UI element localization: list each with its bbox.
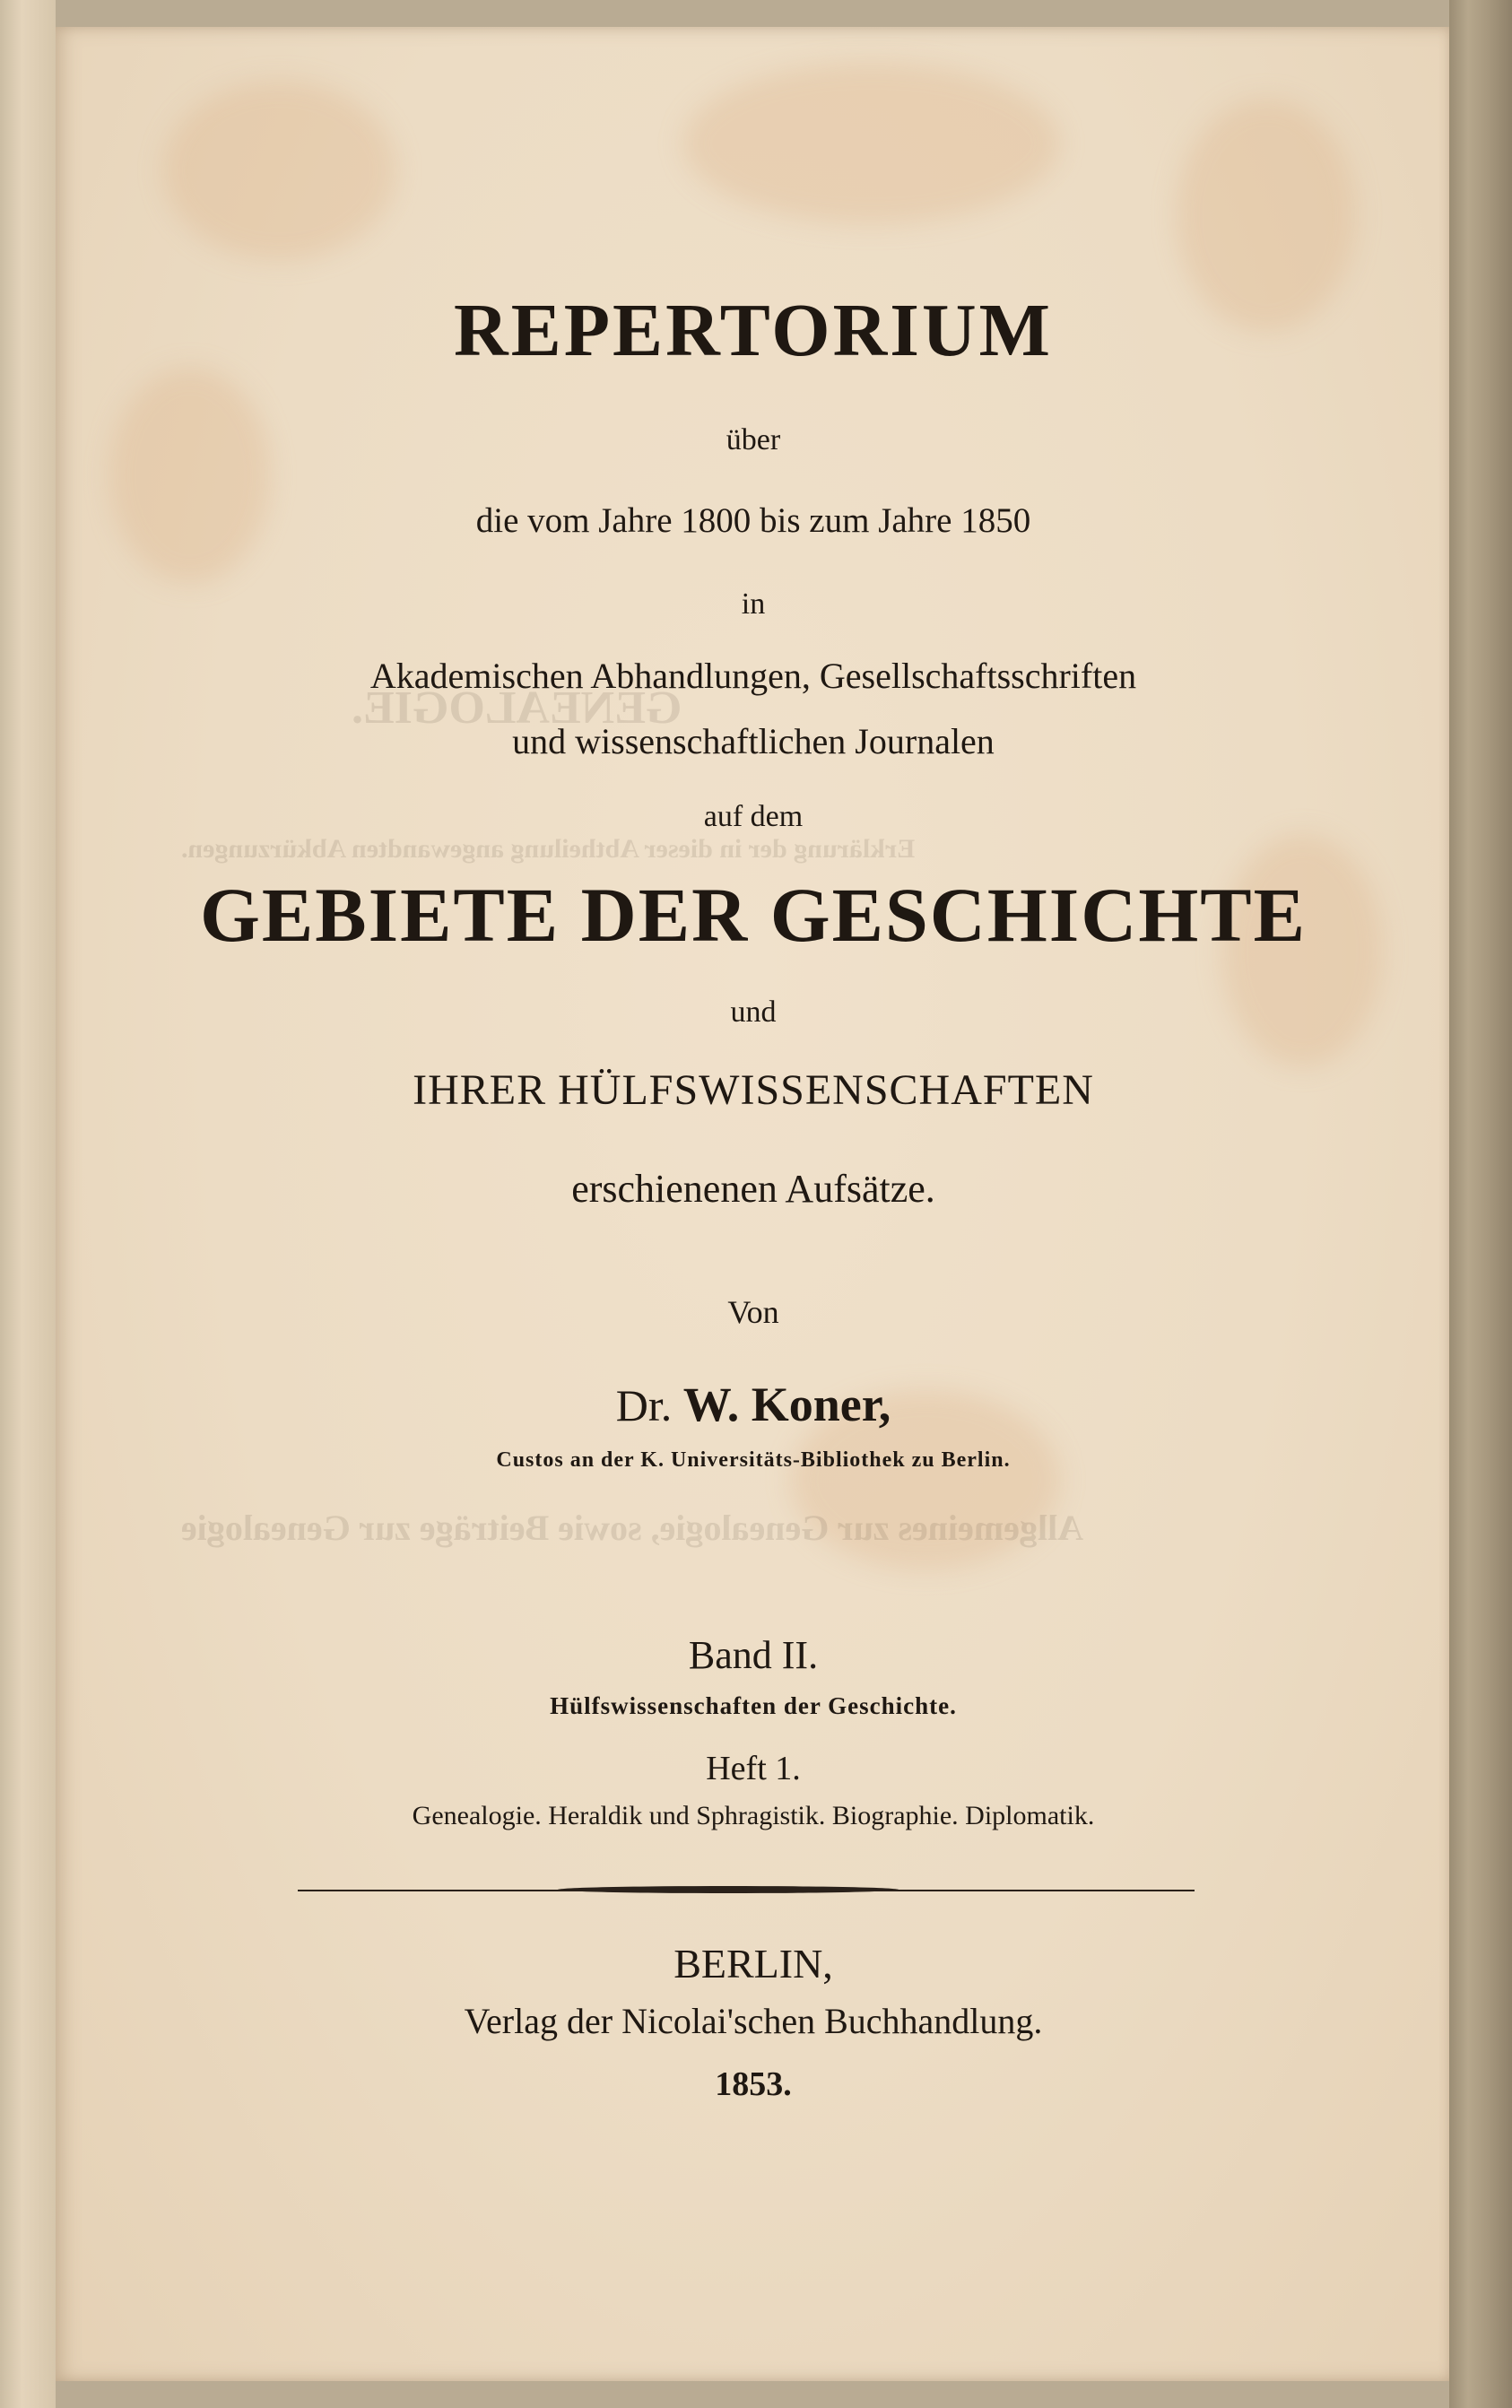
author-connector-von: Von: [727, 1294, 779, 1330]
issue-topics: Genealogie. Heraldik und Sphragistik. Biographie. Diplomatik.: [412, 1801, 1095, 1830]
right-page-edge: [1449, 0, 1512, 2408]
year-range-line: die vom Jahre 1800 bis zum Jahre 1850: [475, 501, 1031, 540]
author-name: W. Koner,: [682, 1378, 891, 1431]
title-connector-auf-dem: auf dem: [703, 800, 804, 833]
author-line: [56, 1377, 1451, 1432]
subject-aux-heading: IHRER HÜLFSWISSENSCHAFTEN: [413, 1066, 1094, 1114]
subject-main-heading: GEBIETE DER GESCHICHTE: [199, 872, 1308, 958]
author-affiliation: Custos an der K. Universitäts-Bibliothek zu Berlin.: [496, 1448, 1011, 1472]
imprint-publisher: Verlag der Nicolai'schen Buchhandlung.: [464, 2001, 1043, 2041]
decorative-rule-swell: [558, 1886, 899, 1893]
title-page-text: [56, 27, 1451, 2381]
bleed-through-text: Allgemeines zur Genealogie, sowie Beiträge zur Genealogie: [181, 1508, 1084, 1548]
title-connector-ueber: über: [726, 423, 781, 456]
bleed-through-text: GENEALOGIE.: [352, 682, 682, 734]
sources-line-2: und wissenschaftlichen Journalen: [512, 721, 995, 761]
issue-number: Heft 1.: [706, 1750, 801, 1787]
title-connector-in: in: [741, 587, 766, 621]
book-title: REPERTORIUM: [454, 289, 1053, 372]
author-prefix: Dr.: [615, 1380, 673, 1430]
title-connector-und: und: [730, 995, 777, 1029]
volume-subject: Hülfswissenschaften der Geschichte.: [550, 1692, 957, 1719]
imprint-year: 1853.: [715, 2065, 792, 2103]
title-closing-line: erschienenen Aufsätze.: [571, 1167, 935, 1211]
left-page-edge: [0, 0, 56, 2408]
bleed-through-text: Erklärung der in dieser Abtheilung angewandten Abkürzungen.: [181, 834, 916, 864]
imprint-place: BERLIN,: [673, 1941, 833, 1986]
sources-line-1: Akademischen Abhandlungen, Gesellschaftsschriften: [369, 656, 1137, 696]
volume-number: Band II.: [688, 1633, 819, 1677]
